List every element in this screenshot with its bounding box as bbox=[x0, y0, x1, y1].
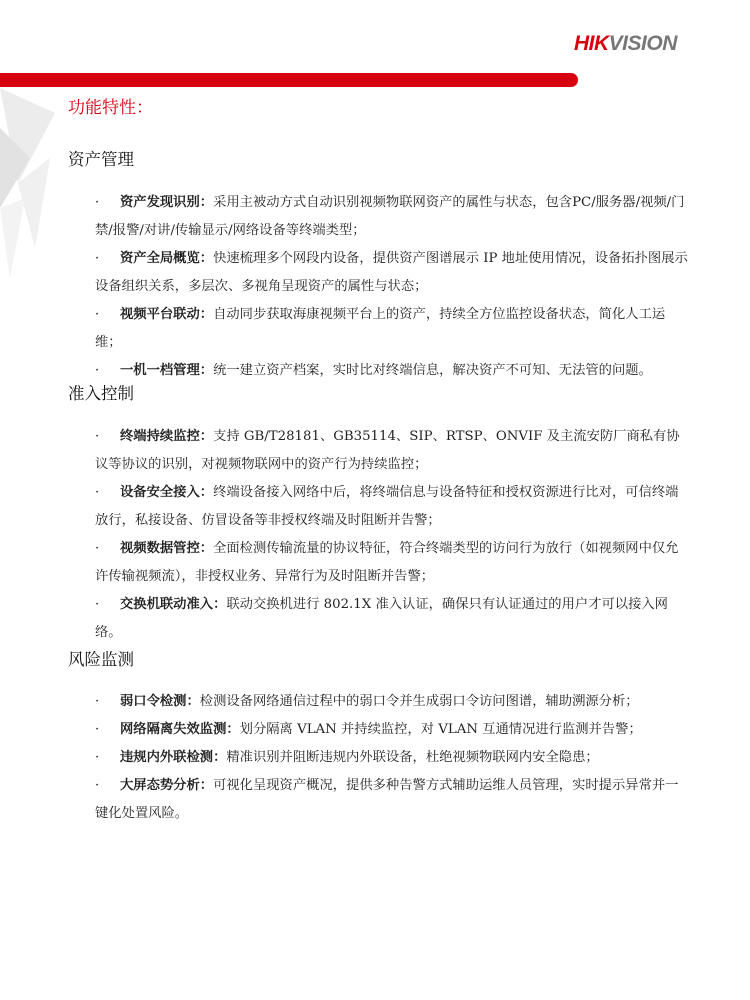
list-item bbox=[95, 301, 689, 357]
list-item bbox=[95, 357, 689, 385]
bullet-icon: · bbox=[95, 363, 100, 378]
feature-label: 视频数据管控： bbox=[120, 541, 214, 556]
page-title: 功能特性： bbox=[68, 98, 153, 118]
feature-description: 采用主被动方式自动识别视频物联网资产的属性与状态，包含PC/服务器/视频/门禁/报警/对讲/传输显示/网络设备等终端类型； bbox=[95, 195, 685, 238]
feature-description: 全面检测传输流量的协议特征，符合终端类型的访问行为放行（如视频网中仅允许传输视频流），非授权业务、异常行为及时阻断并告警； bbox=[95, 541, 679, 584]
decorative-triangles bbox=[0, 88, 60, 278]
feature-label: 网络隔离失效监测： bbox=[120, 722, 240, 737]
header-red-bar bbox=[0, 73, 578, 87]
bullet-icon: · bbox=[95, 597, 100, 612]
feature-label: 视频平台联动： bbox=[120, 307, 214, 322]
section-heading: 资产管理 bbox=[68, 150, 134, 169]
bullet-icon: · bbox=[95, 429, 100, 444]
list-item bbox=[95, 591, 689, 647]
hikvision-logo: HIKVISION bbox=[574, 32, 677, 55]
section-heading: 风险监测 bbox=[68, 650, 134, 669]
list-item bbox=[95, 716, 689, 744]
feature-label: 一机一档管理： bbox=[120, 363, 214, 378]
feature-label: 终端持续监控： bbox=[120, 429, 214, 444]
bullet-icon: · bbox=[95, 750, 100, 765]
bullet-icon: · bbox=[95, 485, 100, 500]
list-item bbox=[95, 245, 689, 301]
list-item bbox=[95, 423, 689, 479]
feature-label: 弱口令检测： bbox=[120, 694, 200, 709]
feature-description: 联动交换机进行 802.1X 准入认证，确保只有认证通过的用户才可以接入网络。 bbox=[95, 597, 668, 640]
list-item bbox=[95, 772, 689, 828]
feature-description: 快速梳理多个网段内设备，提供资产图谱展示 IP 地址使用情况，设备拓扑图展示设备组织关系，多层次、多视角呈现资产的属性与状态； bbox=[95, 251, 688, 294]
feature-list bbox=[95, 423, 689, 647]
section-heading: 准入控制 bbox=[68, 384, 134, 403]
bullet-icon: · bbox=[95, 694, 100, 709]
list-item bbox=[95, 688, 689, 716]
feature-label: 交换机联动准入： bbox=[120, 597, 227, 612]
list-item bbox=[95, 744, 689, 772]
feature-description: 检测设备网络通信过程中的弱口令并生成弱口令访问图谱，辅助溯源分析； bbox=[199, 694, 639, 709]
feature-description: 自动同步获取海康视频平台上的资产，持续全方位监控设备状态，简化人工运维； bbox=[95, 307, 666, 350]
feature-list bbox=[95, 688, 689, 828]
bullet-icon: · bbox=[95, 251, 100, 266]
feature-description: 统一建立资产档案，实时比对终端信息，解决资产不可知、无法管的问题。 bbox=[213, 363, 652, 378]
feature-label: 大屏态势分析： bbox=[120, 778, 214, 793]
feature-label: 违规内外联检测： bbox=[120, 750, 227, 765]
list-item bbox=[95, 535, 689, 591]
bullet-icon: · bbox=[95, 307, 100, 322]
feature-list bbox=[95, 189, 689, 385]
feature-label: 设备安全接入： bbox=[120, 485, 214, 500]
bullet-icon: · bbox=[95, 722, 100, 737]
feature-description: 支持 GB/T28181、GB35114、SIP、RTSP、ONVIF 及主流安防厂商私有协议等协议的识别，对视频物联网中的资产行为持续监控； bbox=[95, 429, 680, 472]
bullet-icon: · bbox=[95, 778, 100, 793]
feature-description: 划分隔离 VLAN 并持续监控，对 VLAN 互通情况进行监测并告警； bbox=[239, 722, 642, 737]
feature-description: 精准识别并阻断违规内外联设备，杜绝视频物联网内安全隐患； bbox=[226, 750, 599, 765]
feature-label: 资产发现识别： bbox=[120, 195, 214, 210]
bullet-icon: · bbox=[95, 195, 100, 210]
list-item bbox=[95, 479, 689, 535]
feature-description: 可视化呈现资产概况，提供多种告警方式辅助运维人员管理，实时提示异常并一键化处置风险。 bbox=[95, 778, 679, 821]
feature-label: 资产全局概览： bbox=[120, 251, 214, 266]
list-item bbox=[95, 189, 689, 245]
feature-description: 终端设备接入网络中后，将终端信息与设备特征和授权资源进行比对，可信终端放行，私接设备、仿冒设备等非授权终端及时阻断并告警； bbox=[95, 485, 679, 528]
bullet-icon: · bbox=[95, 541, 100, 556]
